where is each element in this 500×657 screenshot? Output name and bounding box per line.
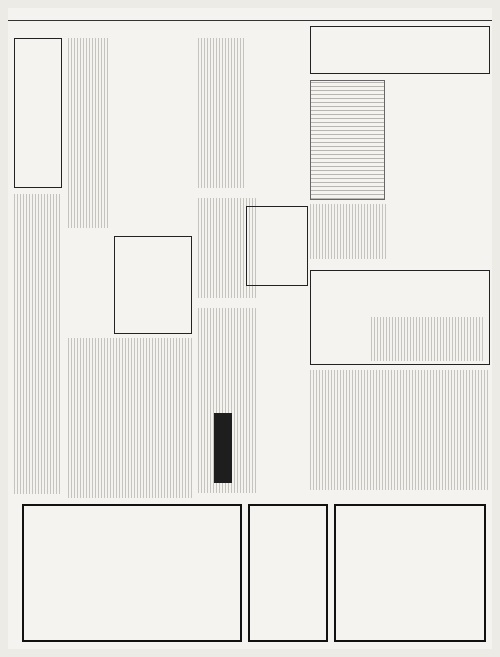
right-lower-headline [358, 270, 388, 360]
center-top-sub [248, 46, 268, 146]
newspaper-page [8, 8, 492, 649]
right-lower-body [310, 370, 490, 490]
bottom-middle-ad [248, 504, 328, 642]
right-top-banner [310, 26, 490, 74]
center-lower-sub [262, 356, 278, 446]
left-center-body [68, 38, 108, 228]
center-top-body [198, 38, 246, 188]
bottom-left-ad [22, 504, 242, 642]
left-center-headline [158, 38, 188, 208]
right-number-label [393, 138, 411, 248]
left-center-sub-headline [130, 58, 156, 208]
right-body-text [310, 204, 388, 259]
right-caption [411, 128, 427, 248]
masthead [8, 8, 492, 21]
left-center-lower-body [68, 338, 192, 498]
right-sub-headline [428, 108, 456, 258]
center-lower-headline [278, 348, 300, 448]
right-main-headline [456, 80, 490, 256]
left-column-body [14, 194, 62, 494]
left-boxed-item [14, 38, 62, 188]
bottom-right-ad [334, 504, 486, 642]
right-lower-sub [344, 280, 358, 360]
center-right-box [246, 206, 308, 286]
photo-block [310, 80, 385, 200]
center-top-headline [270, 38, 300, 148]
right-lower-box [310, 270, 490, 365]
left-center-box [114, 236, 192, 334]
left-center-subtext [112, 68, 128, 208]
center-dark-label [214, 413, 232, 483]
